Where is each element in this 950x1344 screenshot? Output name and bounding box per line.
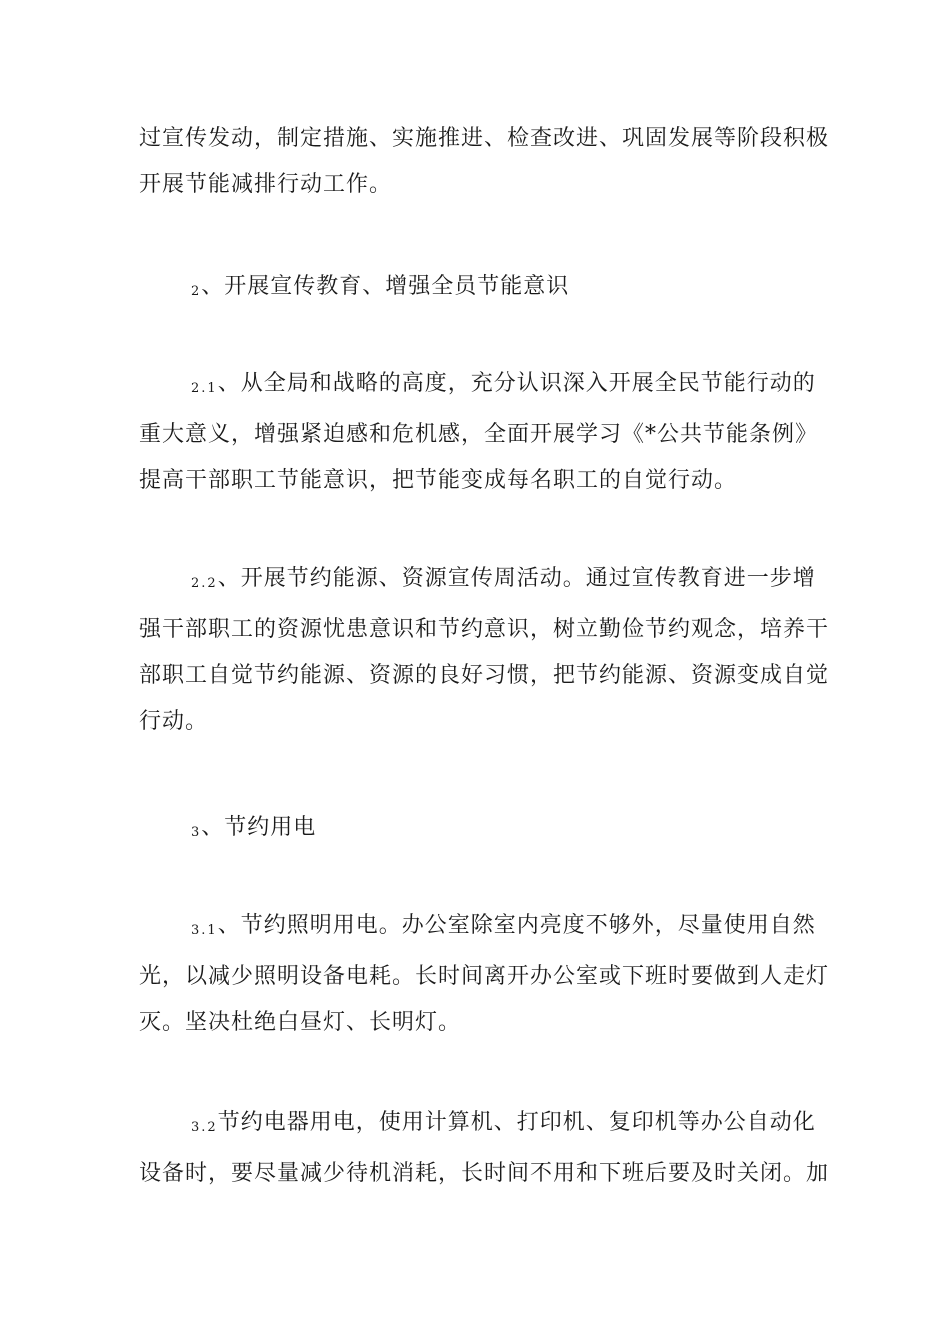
text-line	[139, 264, 829, 315]
section-number: 3	[191, 825, 202, 840]
section-number: 3.1	[191, 923, 218, 938]
text-line: 开展节能减排行动工作。	[139, 172, 393, 197]
text-line: 提高干部职工节能意识，把节能变成每名职工的自觉行动。	[139, 468, 738, 493]
section-number: 2	[191, 284, 202, 299]
text-line: 过宣传发动，制定措施、实施推进、检查改进、巩固发展等阶段积极	[139, 126, 830, 151]
section-heading-2	[139, 264, 829, 315]
text-line: 灭。坚决杜绝白昼灯、长明灯。	[139, 1010, 462, 1035]
paragraph-continuation	[139, 116, 829, 208]
text-line: 3.2节约电器用电，使用计算机、打印机、复印机等办公自动化	[191, 1110, 816, 1135]
paragraph-2-1	[139, 361, 829, 504]
section-number: 2.1	[191, 381, 218, 396]
text-line	[139, 805, 829, 856]
section-heading-3	[139, 805, 829, 856]
paragraph-3-2	[139, 1100, 829, 1197]
text-line: 重大意义，增强紧迫感和危机感，全面开展学习《*公共节能条例》	[139, 422, 819, 447]
paragraph-3-1	[139, 903, 829, 1046]
text-line: 强干部职工的资源忧患意识和节约意识，树立勤俭节约观念，培养干	[139, 617, 830, 642]
text-line: 3.1、节约照明用电。办公室除室内亮度不够外，尽量使用自然	[191, 913, 816, 938]
heading-text: 、节约用电	[201, 815, 317, 840]
text-line: 设备时，要尽量减少待机消耗，长时间不用和下班后要及时关闭。加	[139, 1161, 830, 1186]
text-line: 2.2、开展节约能源、资源宣传周活动。通过宣传教育进一步增	[191, 566, 816, 591]
text-line: 光，以减少照明设备电耗。长时间离开办公室或下班时要做到人走灯	[139, 964, 830, 989]
text-line: 2.1、从全局和战略的高度，充分认识深入开展全民节能行动的	[191, 371, 816, 396]
section-number: 2.2	[191, 576, 218, 591]
text-line: 部职工自觉节约能源、资源的良好习惯，把节约能源、资源变成自觉	[139, 663, 830, 688]
paragraph-2-2	[139, 556, 829, 745]
text-line: 行动。	[139, 709, 209, 734]
section-number: 3.2	[191, 1120, 218, 1135]
heading-text: 、开展宣传教育、增强全员节能意识	[201, 274, 570, 299]
